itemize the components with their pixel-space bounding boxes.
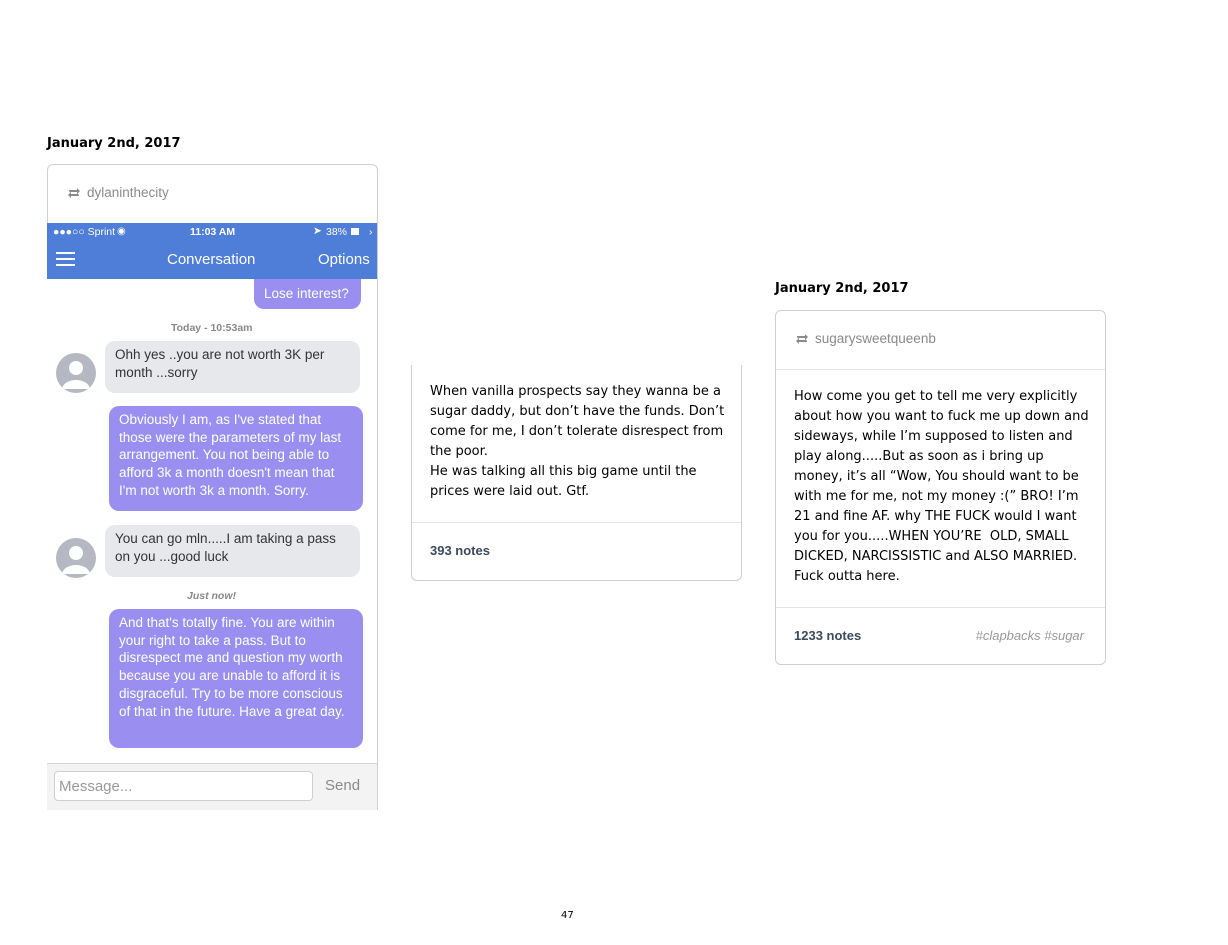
post-divider bbox=[776, 607, 1105, 608]
reblog-icon bbox=[67, 188, 81, 198]
status-bar bbox=[47, 223, 377, 241]
post-divider bbox=[412, 522, 741, 523]
message-input[interactable]: Message... bbox=[54, 771, 313, 801]
message-sent: Obviously I am, as I've stated that those were the parameters of my last arrangement. You not being able to afford 3k a month doesn't mean that I'm not worth 3k a month. Sorry. bbox=[109, 406, 363, 511]
message-received: Ohh yes ..you are not worth 3K per month ...sorry bbox=[105, 341, 360, 393]
post-divider bbox=[776, 369, 1105, 370]
reblog-username[interactable]: sugarysweetqueenb bbox=[815, 331, 936, 346]
nav-title: Conversation bbox=[167, 251, 256, 268]
message-sent: And that's totally fine. You are within your right to take a pass. But to disrespect me and question my worth because you are unable to afford it is disgraceful. Try to be more conscious of that in the future. Have a great day. bbox=[109, 609, 363, 748]
reblog-header bbox=[795, 331, 936, 346]
battery-icon bbox=[351, 228, 359, 235]
post-card bbox=[411, 365, 742, 581]
post-body: How come you get to tell me very explicitly about how you want to fuck me up down and sideways, while I’m supposed to listen and play along.....But as soon as i bring up money, it’s all “Wow, You should want to be with me for me, not my money :(” BRO! I’m 21 and fine AF. why THE FUCK would I want you for you.....WHEN YOU’RE OLD, SMALL DICKED, NARCISSISTIC and ALSO MARRIED. Fuck outta here. bbox=[794, 389, 1093, 584]
avatar bbox=[56, 538, 96, 578]
bluetooth-icon: › bbox=[369, 226, 373, 238]
notes-count[interactable]: 393 notes bbox=[430, 543, 490, 558]
location-icon: ➤ bbox=[313, 225, 322, 237]
message-timestamp: Just now! bbox=[187, 590, 236, 602]
post-body: When vanilla prospects say they wanna be a sugar daddy, but don’t have the funds. Don’t come for me, I don’t tolerate disrespect from the poor. He was talking all this big game until the prices were laid out. Gtf. bbox=[430, 384, 725, 499]
compose-bar bbox=[47, 763, 377, 810]
battery-label: 38% bbox=[326, 226, 348, 238]
chat-screenshot bbox=[47, 223, 377, 810]
menu-icon[interactable] bbox=[56, 251, 75, 271]
post-card bbox=[775, 310, 1106, 665]
carrier-label: ●●●○○ Sprint bbox=[53, 226, 116, 238]
post-date: January 2nd, 2017 bbox=[47, 136, 181, 151]
page-number: 47 bbox=[561, 910, 574, 921]
reblog-header bbox=[67, 185, 169, 200]
message-sent: Lose interest? bbox=[254, 279, 361, 309]
wifi-icon: ◉ bbox=[117, 226, 126, 237]
notes-count[interactable]: 1233 notes bbox=[794, 628, 862, 643]
post-date: January 2nd, 2017 bbox=[775, 281, 909, 296]
avatar bbox=[56, 353, 96, 393]
post-tags[interactable]: #clapbacks #sugar bbox=[975, 628, 1084, 643]
reblog-icon bbox=[795, 334, 809, 344]
message-received: You can go mln.....I am taking a pass on you ...good luck bbox=[105, 525, 360, 577]
send-button[interactable]: Send bbox=[325, 777, 361, 794]
reblog-username[interactable]: dylaninthecity bbox=[87, 185, 169, 200]
clock-label: 11:03 AM bbox=[190, 226, 236, 238]
nav-bar bbox=[47, 241, 377, 279]
message-timestamp: Today - 10:53am bbox=[171, 322, 253, 334]
options-button[interactable]: Options bbox=[318, 251, 370, 268]
